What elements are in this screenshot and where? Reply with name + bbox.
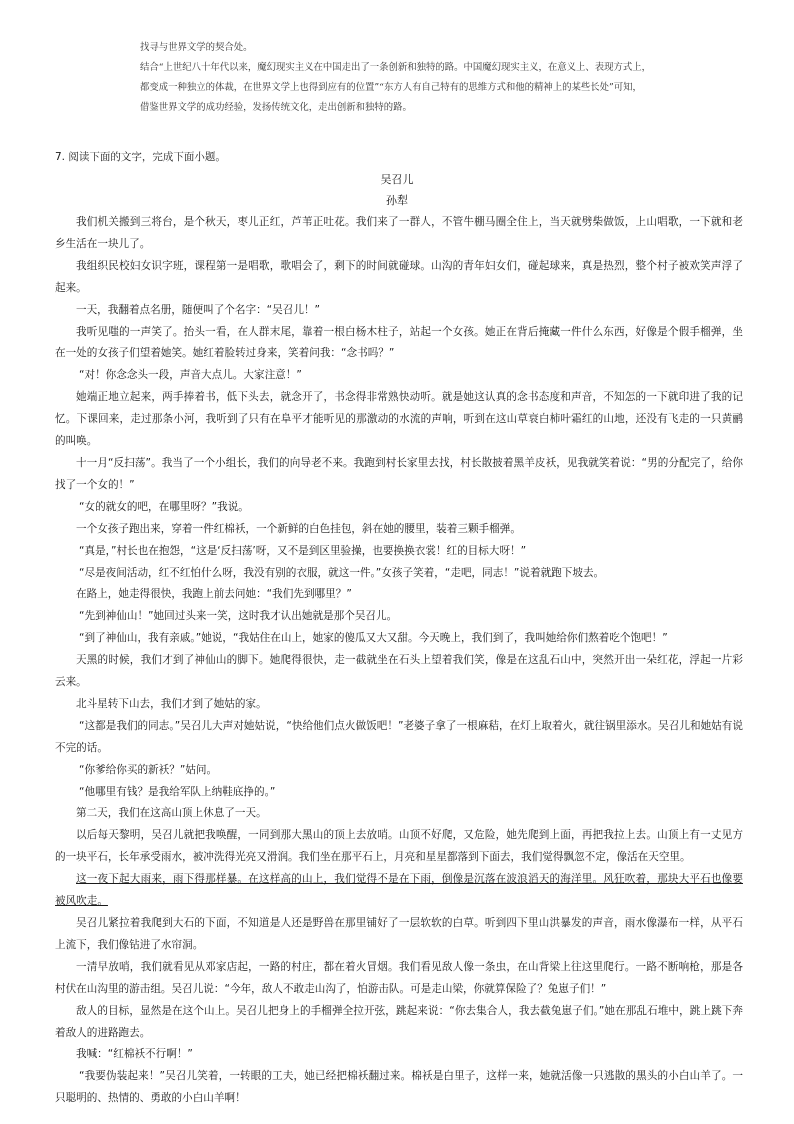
paragraph: 天黑的时候，我们才到了神仙山的脚下。她爬得很快，走一截就坐在石头上望着我们笑，像是在这乱石山中，突然开出一朵红花，浮起一片彩云来。: [55, 654, 743, 689]
paragraph: 在路上，她走得很快，我跑上前去问她：“我们先到哪里？”: [76, 588, 352, 601]
underlined-paragraph: [55, 869, 743, 913]
question-heading: 7. 阅读下面的文字，完成下面小题。: [55, 151, 226, 163]
paragraph: “到了神仙山，我有亲戚。”她说，“我姑住在山上，她家的傻瓜又大又甜。今天晚上，我们到了，我叫她给你们熬着吃个饱吧！”: [79, 632, 668, 645]
paragraph: “他哪里有钱？是我给军队上纳鞋底挣的。”: [79, 785, 276, 798]
paragraph: 敌人的目标，显然是在这个山上。吴召儿把身上的手榴弹全拉开弦，跳起来说：“你去集合人，我去截兔崽子们。”她在那乱石堆中，跳上跳下奔着敌人的进路跑去。: [55, 1004, 743, 1039]
paragraph: 我喊：“红棉袄不行啊！”: [76, 1048, 193, 1061]
paragraph: 以后每天黎明，吴召儿就把我唤醒，一同到那大黑山的顶上去放哨。山顶不好爬，又危险，她先爬到上面，再把我拉上去。山顶上有一丈见方的一块平石，长年承受雨水，被冲洗得光亮又滑润。我们坐在那平石上，月亮和星星都落到下面去，我们觉得飘忽不定，像活在天空里。: [55, 829, 743, 864]
story-author: 孙犁: [386, 194, 408, 207]
intro-line: 借鉴世界文学的成功经验，发扬传统文化，走出创新和独特的路。: [140, 102, 412, 113]
intro-line: 找寻与世界文学的契合处。: [140, 42, 253, 53]
paragraph: 十一月“反扫荡”。我当了一个小组长，我们的向导老不来。我跑到村长家里去找，村长散披着黑羊皮袄，见我就笑着说：“男的分配完了，给你找了一个女的！”: [55, 456, 743, 491]
paragraph: 吴召儿紧拉着我爬到大石的下面，不知道是人还是野兽在那里铺好了一层软软的白草。听到四下里山洪暴发的声音，雨水像瀑布一样，从平石上流下，我们像钻进了水帘洞。: [55, 917, 743, 951]
paragraph: “我要伪装起来！”吴召儿笑着，一转眼的工夫，她已经把棉袄翻过来。棉袄是白里子，这样一来，她就活像一只逃散的黑头的小白山羊了。一只聪明的、热情的、勇敢的小白山羊啊！: [55, 1070, 743, 1105]
previous-answer-text: [140, 38, 740, 118]
paragraph: “对！你念念头一段，声音大点儿。大家注意！”: [79, 369, 302, 382]
paragraph: 第二天，我们在这高山顶上休息了一天。: [76, 807, 267, 820]
underlined-sentence: 这一夜下起大雨来，雨下得那样暴。在这样高的山上，我们觉得不是在下雨，倒像是沉落在波浪滔天的海洋里。风狂吹着，那块大平石也像要被风吹走。: [55, 873, 743, 908]
intro-line: 都变成一种独立的体裁，在世界文学上也得到应有的位置”“东方人有自己特有的思维方式和他的精神上的某些长处”可知，: [140, 82, 642, 93]
paragraph: 我组织民校妇女识字班，课程第一是唱歌，歌唱会了，剩下的时间就碰球。山沟的青年妇女们，碰起球来，真是热烈，整个村子被欢笑声浮了起来。: [55, 259, 743, 294]
paragraph: “尽是夜间活动，红不红怕什么呀，我没有别的衣服，就这一件。”女孩子笑着，“走吧，同志！”说着就跑下坡去。: [79, 566, 605, 579]
paragraph: 一清早放哨，我们就看见从邓家店起，一路的村庄，都在着火冒烟。我们看见敌人像一条虫，在山背梁上往这里爬行。一路不断响枪，那是各村伏在山沟里的游击组。吴召儿说：“今年，敌人不敢走山沟了，怕游击队。可是走山梁，你就算保险了？兔崽子们！”: [55, 960, 743, 995]
paragraph: 一天，我翻着点名册，随便叫了个名字：“吴召儿！”: [76, 303, 321, 316]
story-title: 吴召儿: [380, 173, 414, 186]
paragraph: “你爹给你买的新袄？”姑问。: [79, 763, 218, 776]
paragraph: “女的就女的吧，在哪里呀？”我说。: [79, 500, 249, 513]
paragraph: 她端正地立起来，两手捧着书，低下头去，就念开了，书念得非常熟快动听。就是她这认真的念书态度和声音，不知怎的一下就印进了我的记忆。下课回来，走过那条小河，我听到了只有在阜平才能听见的那激动的水流的声响，听到在这山草衰白柿叶霜红的山地，还没有飞走的一只黄鹂的叫唤。: [55, 391, 743, 448]
paragraph: “先到神仙山！”她回过头来一笑，这时我才认出她就是那个吴召儿。: [79, 610, 398, 623]
paragraph: 我们机关搬到三将台，是个秋天，枣儿正红，芦苇正吐花。我们来了一群人，不管牛棚马圈全住上，当天就劈柴做饭，上山唱歌，一下就和老乡生活在一块儿了。: [55, 216, 743, 250]
paragraph: 一个女孩子跑出来，穿着一件红棉袄，一个新鲜的白色挂包，斜在她的腰里，装着三颗手榴弹。: [76, 522, 521, 535]
paragraph: “真是，”村长也在抱怨，“这是‘反扫荡’呀，又不是到区里验操，也要换换衣裳！红的目标大呀！”: [79, 544, 527, 557]
intro-line: 结合“上世纪八十年代以来，魔幻现实主义在中国走出了一条创新和独特的路。中国魔幻现实主义，在意义上、表现方式上，: [140, 62, 652, 73]
paragraph: 北斗星转下山去，我们才到了她姑的家。: [76, 697, 267, 710]
paragraph: 我听见嗤的一声笑了。抬头一看，在人群末尾，靠着一根白杨木柱子，站起一个女孩。她正在背后掩藏一件什么东西，好像是个假手榴弹，坐在一处的女孩子们望着她笑。她红着脸转过身来，笑着问我：“念书吗？”: [55, 325, 743, 360]
paragraph: “这都是我们的同志。”吴召儿大声对她姑说，“快给他们点火做饭吧！”老婆子拿了一根麻秸，在灯上取着火，就往锅里添水。吴召儿和她姑有说不完的话。: [55, 719, 743, 754]
story-body: [55, 212, 743, 1110]
